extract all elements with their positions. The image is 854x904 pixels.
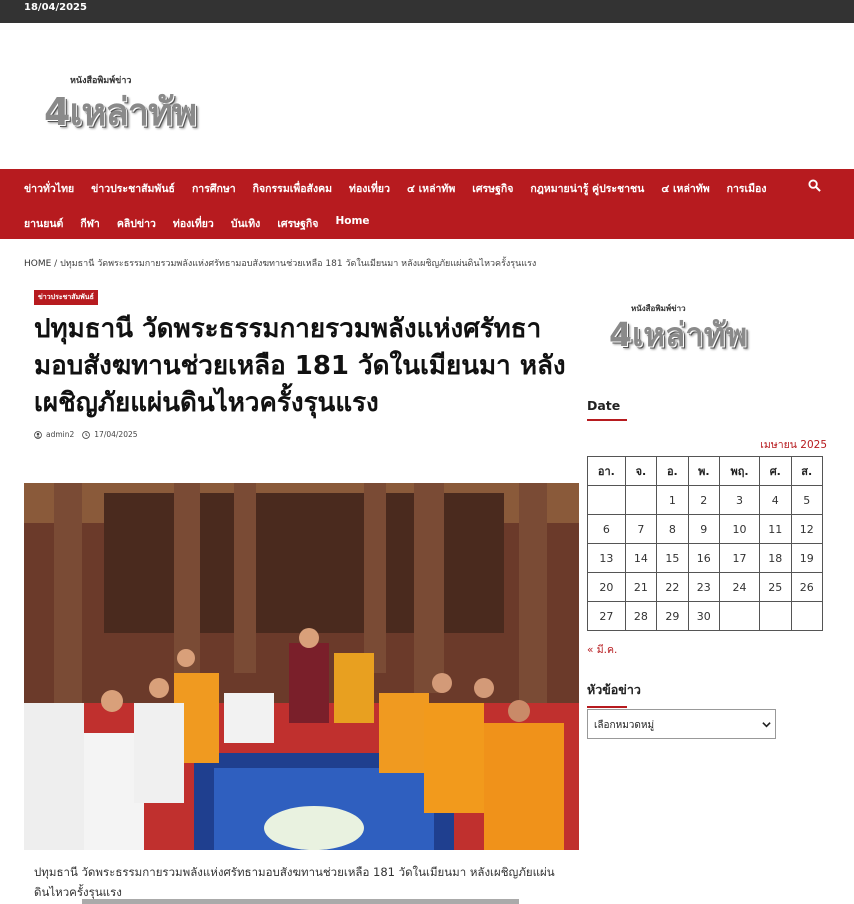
calendar-day: 16 [688, 544, 719, 573]
calendar-day: 8 [657, 515, 688, 544]
calendar-weekday: จ. [625, 457, 656, 486]
nav-item-row1-7[interactable]: กฎหมายน่ารู้ คู่ประชาชน [530, 183, 645, 195]
calendar-day: 30 [688, 602, 719, 631]
breadcrumb [24, 256, 536, 270]
calendar-weekday: พ. [688, 457, 719, 486]
author-name[interactable]: admin2 [46, 430, 75, 439]
calendar-weekday: อา. [588, 457, 626, 486]
calendar-day: 17 [720, 544, 760, 573]
calendar-week [588, 486, 823, 515]
article-featured-image [24, 483, 579, 850]
nav-item-row1-3[interactable]: กิจกรรมเพื่อสังคม [252, 183, 333, 195]
calendar-day: 28 [625, 602, 656, 631]
calendar-day: 10 [720, 515, 760, 544]
chevron-down-icon [762, 720, 771, 729]
category-select-value: เลือกหมวดหมู่ [594, 720, 655, 731]
calendar-day: 14 [625, 544, 656, 573]
calendar-empty-cell [720, 602, 760, 631]
nav-item-row1-2[interactable]: การศึกษา [191, 183, 236, 195]
calendar-day: 6 [588, 515, 626, 544]
nav-item-row2-5[interactable]: เศรษฐกิจ [277, 218, 319, 230]
article-meta [24, 422, 579, 439]
nav-item-row1-6[interactable]: เศรษฐกิจ [472, 183, 514, 195]
calendar-weekday: ศ. [760, 457, 791, 486]
article-title: ปทุมธานี วัดพระธรรมกายรวมพลังแห่งศรัทธามอบสังฆทานช่วยเหลือ 181 วัดในเมียนมา หลังเผชิญภัยแผ่นดินไหวครั้งรุนแรง [34, 314, 566, 418]
calendar-caption: เมษายน 2025 [760, 439, 827, 451]
calendar-day: 7 [625, 515, 656, 544]
site-header [0, 23, 854, 169]
nav-item-row2-3[interactable]: ท่องเที่ยว [172, 218, 214, 230]
article [24, 281, 579, 899]
calendar-day: 29 [657, 602, 688, 631]
nav-item-row1-9[interactable]: การเมือง [726, 183, 767, 195]
nav-item-row2-0[interactable]: ยานยนต์ [24, 218, 64, 230]
calendar-empty-cell [791, 602, 822, 631]
calendar-day: 9 [688, 515, 719, 544]
image-caption: ปทุมธานี วัดพระธรรมกายรวมพลังแห่งศรัทธามอบสังฆทานช่วยเหลือ 181 วัดในเมียนมา หลังเผชิญภัยแผ่นดินไหวครั้งรุนแรง [34, 865, 555, 899]
current-date: 18/04/2025 [24, 2, 87, 13]
calendar-week [588, 573, 823, 602]
breadcrumb-separator: / [51, 259, 61, 269]
breadcrumb-current: ปทุมธานี วัดพระธรรมกายรวมพลังแห่งศรัทธามอบสังฆทานช่วยเหลือ 181 วัดในเมียนมา หลังเผชิญภัยแผ่นดินไหวครั้งรุนแรง [60, 259, 537, 269]
nav-item-row1-4[interactable]: ท่องเที่ยว [349, 183, 390, 195]
nav-item-row2-1[interactable]: กีฬา [80, 218, 100, 230]
breadcrumb-home[interactable]: HOME [24, 259, 52, 269]
nav-row-1 [24, 180, 784, 197]
nav-item-row1-5[interactable]: ๔ เหล่าทัพ [406, 183, 456, 195]
calendar-day: 26 [791, 573, 822, 602]
nav-item-row1-0[interactable]: ข่าวทั่วไทย [24, 183, 75, 195]
publish-date: 17/04/2025 [94, 430, 138, 439]
nav-item-row1-1[interactable]: ข่าวประชาสัมพันธ์ [91, 183, 175, 195]
calendar-day: 3 [720, 486, 760, 515]
calendar-day: 21 [625, 573, 656, 602]
calendar-weekday: พฤ. [720, 457, 760, 486]
calendar-day: 1 [657, 486, 688, 515]
calendar-day: 22 [657, 573, 688, 602]
topic-widget-title: หัวข้อข่าว [587, 680, 641, 708]
calendar-day: 18 [760, 544, 791, 573]
search-icon[interactable] [808, 179, 821, 192]
calendar-week [588, 602, 823, 631]
calendar-day: 5 [791, 486, 822, 515]
top-bar [0, 0, 854, 23]
article-second-image [82, 899, 519, 904]
calendar-day: 20 [588, 573, 626, 602]
logo-subtitle: หนังสือพิมพ์ข่าว [70, 76, 132, 86]
sidebar-logo-title: 4เหล่าทัพ [609, 315, 748, 354]
category-badge[interactable]: ข่าวประชาสัมพันธ์ [34, 290, 98, 305]
nav-item-row2-4[interactable]: บันเทิง [230, 218, 261, 230]
nav-item-row2-2[interactable]: คลิปข่าว [116, 218, 156, 230]
calendar-day: 27 [588, 602, 626, 631]
nav-item-row1-8[interactable]: ๔ เหล่าทัพ [661, 183, 710, 195]
calendar-prev-month[interactable]: « มี.ค. [587, 644, 618, 656]
sidebar-logo-subtitle: หนังสือพิมพ์ข่าว [631, 304, 686, 313]
nav-row-2 [24, 215, 387, 232]
calendar-week [588, 515, 823, 544]
calendar-empty-cell [588, 486, 626, 515]
user-icon [34, 431, 42, 439]
nav-item-row2-6[interactable]: Home [335, 215, 370, 227]
calendar [587, 456, 823, 631]
calendar-week [588, 544, 823, 573]
calendar-weekday: ส. [791, 457, 822, 486]
calendar-day: 2 [688, 486, 719, 515]
calendar-day: 15 [657, 544, 688, 573]
calendar-empty-cell [760, 602, 791, 631]
calendar-day: 19 [791, 544, 822, 573]
calendar-day: 24 [720, 573, 760, 602]
date-widget-title: Date [587, 398, 627, 421]
category-select[interactable] [587, 709, 776, 739]
calendar-empty-cell [625, 486, 656, 515]
calendar-weekday: อ. [657, 457, 688, 486]
calendar-day: 13 [588, 544, 626, 573]
calendar-day: 23 [688, 573, 719, 602]
clock-icon [82, 431, 90, 439]
sidebar-logo[interactable] [609, 300, 809, 360]
site-logo[interactable] [44, 71, 266, 145]
calendar-day: 12 [791, 515, 822, 544]
logo-title: 4เหล่าทัพ [44, 90, 197, 134]
main-navigation [0, 169, 854, 239]
calendar-day: 25 [760, 573, 791, 602]
calendar-day: 11 [760, 515, 791, 544]
calendar-day: 4 [760, 486, 791, 515]
